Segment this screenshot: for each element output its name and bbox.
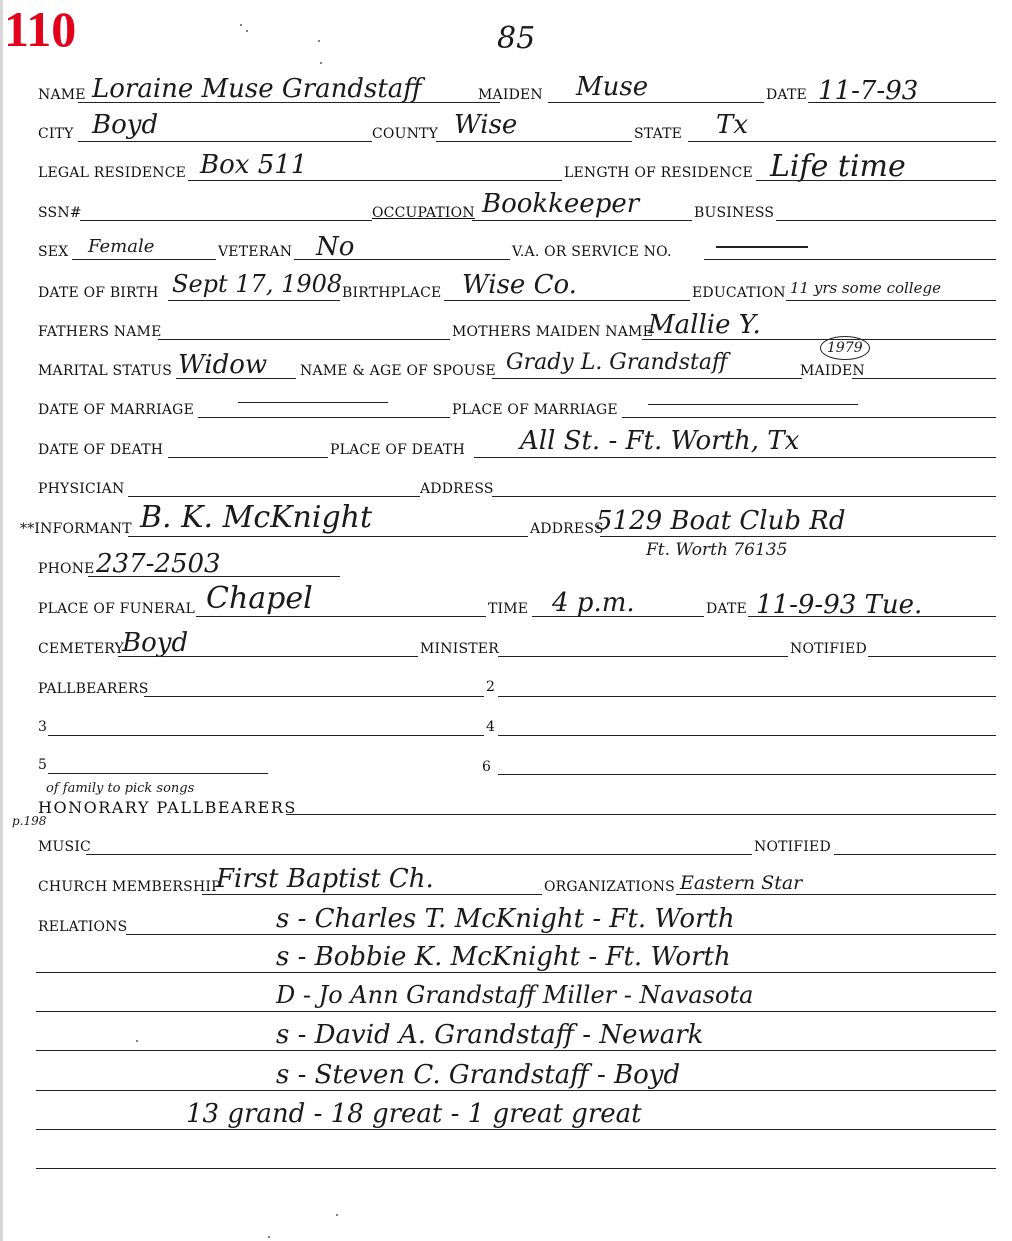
relation-1: s - Charles T. McKnight - Ft. Worth [276, 904, 735, 934]
pallbearer-6-label: 6 [482, 759, 492, 775]
relation-4: s - David A. Grandstaff - Newark [276, 1020, 704, 1050]
va-service-dash [716, 246, 808, 248]
occupation-line [472, 220, 692, 221]
physician-label: PHYSICIAN [38, 481, 125, 497]
phone-value: 237-2503 [96, 549, 221, 579]
honorary-note-2: p.198 [12, 814, 47, 828]
music-notified-label: NOTIFIED [754, 839, 831, 855]
va-service-line [704, 259, 996, 260]
spouse-year-circled: 1979 [820, 336, 870, 360]
funeral-date-label: DATE [706, 601, 747, 617]
date-label: DATE [766, 87, 807, 103]
place-of-death-line [474, 457, 996, 458]
maiden-value: Muse [576, 72, 649, 102]
relations-line-3 [36, 1011, 996, 1012]
spouse-line [492, 378, 802, 379]
time-value: 4 p.m. [552, 588, 635, 618]
relations-line-1 [126, 934, 996, 935]
date-of-marriage-label: DATE OF MARRIAGE [38, 402, 194, 418]
place-of-funeral-line [196, 616, 486, 617]
maiden2-line [852, 378, 996, 379]
minister-label: MINISTER [420, 641, 499, 657]
relation-2: s - Bobbie K. McKnight - Ft. Worth [276, 942, 731, 972]
state-value: Tx [716, 110, 749, 140]
state-label: STATE [634, 126, 683, 142]
name-value: Loraine Muse Grandstaff [92, 74, 422, 104]
informant-line [128, 536, 528, 537]
speck [320, 62, 322, 64]
veteran-value: No [316, 232, 355, 262]
cemetery-value: Boyd [122, 628, 189, 658]
fathers-name-line [158, 339, 450, 340]
cemetery-label: CEMETERY [38, 641, 124, 657]
relations-line-6 [36, 1129, 996, 1130]
date-of-marriage-dash [238, 402, 388, 403]
ssn-label: SSN# [38, 205, 82, 221]
length-of-residence-value: Life time [770, 149, 906, 184]
relations-label: RELATIONS [38, 919, 128, 935]
birthplace-value: Wise Co. [462, 270, 577, 300]
place-of-death-value: All St. - Ft. Worth, Tx [520, 426, 800, 456]
informant-address-label: ADDRESS [530, 521, 604, 537]
va-service-label: V.A. OR SERVICE NO. [512, 244, 672, 260]
place-of-death-label: PLACE OF DEATH [330, 442, 465, 458]
pallbearer-2-label: 2 [486, 679, 496, 695]
notified-label: NOTIFIED [790, 641, 867, 657]
county-line [436, 141, 632, 142]
relation-6: 13 grand - 18 great - 1 great great [186, 1099, 642, 1129]
mothers-maiden-label: MOTHERS MAIDEN NAME [452, 324, 653, 340]
sex-line [72, 259, 216, 260]
maiden-line [548, 102, 764, 103]
pallbearer-6-line [498, 774, 996, 775]
county-value: Wise [454, 110, 518, 140]
church-membership-label: CHURCH MEMBERSHIP [38, 879, 221, 895]
informant-address-value: 5129 Boat Club Rd [596, 506, 846, 536]
informant-label: **INFORMANT [20, 521, 132, 537]
pallbearer-5-label: 5 [38, 757, 48, 773]
business-line [776, 220, 996, 221]
sex-value: Female [88, 236, 155, 257]
pallbearer-2-line [498, 696, 996, 697]
honorary-pallbearers-line [286, 814, 996, 815]
date-of-marriage-line [198, 417, 450, 418]
honorary-pallbearers-label: HONORARY PALLBEARERS [38, 798, 297, 817]
physician-address-label: ADDRESS [420, 481, 494, 497]
place-of-marriage-line [622, 417, 996, 418]
marital-status-label: MARITAL STATUS [38, 363, 172, 379]
top-mark: 85 [497, 21, 536, 56]
ssn-line [80, 220, 372, 221]
pallbearers-label: PALLBEARERS [38, 681, 149, 697]
pallbearer-5-line [48, 773, 268, 774]
speck [268, 1236, 270, 1238]
pallbearer-4-line [498, 735, 996, 736]
relations-line-7 [36, 1168, 996, 1169]
occupation-value: Bookkeeper [482, 189, 640, 219]
education-value: 11 yrs some college [790, 279, 941, 297]
legal-residence-line [188, 180, 562, 181]
speck [318, 40, 320, 42]
business-label: BUSINESS [694, 205, 775, 221]
notified-line [868, 656, 996, 657]
relations-line-2 [36, 972, 996, 973]
fathers-name-label: FATHERS NAME [38, 324, 162, 340]
place-of-funeral-value: Chapel [206, 581, 313, 616]
speck [136, 1040, 138, 1042]
music-label: MUSIC [38, 839, 91, 855]
maiden-label: MAIDEN [478, 87, 543, 103]
county-label: COUNTY [372, 126, 439, 142]
church-membership-line [202, 894, 542, 895]
page-edge [0, 0, 3, 1241]
name-label: NAME [38, 87, 86, 103]
place-of-marriage-dash [648, 404, 858, 405]
birthplace-label: BIRTHPLACE [342, 285, 442, 301]
date-of-birth-value: Sept 17, 1908 [172, 270, 343, 298]
sex-label: SEX [38, 244, 69, 260]
occupation-label: OCCUPATION [372, 205, 475, 221]
state-line [688, 141, 996, 142]
city-line [78, 141, 372, 142]
music-notified-line [834, 854, 996, 855]
organizations-line [676, 894, 996, 895]
physician-address-line [492, 496, 996, 497]
date-of-birth-line [168, 300, 340, 301]
pallbearer-3-label: 3 [38, 719, 48, 735]
relations-line-5 [36, 1090, 996, 1091]
funeral-date-value: 11-9-93 Tue. [756, 590, 923, 620]
page-number: 110 [4, 1, 77, 57]
organizations-label: ORGANIZATIONS [544, 879, 675, 895]
organizations-value: Eastern Star [680, 872, 803, 894]
phone-label: PHONE [38, 561, 95, 577]
place-of-marriage-label: PLACE OF MARRIAGE [452, 402, 618, 418]
relation-5: s - Steven C. Grandstaff - Boyd [276, 1060, 681, 1090]
date-of-birth-label: DATE OF BIRTH [38, 285, 159, 301]
relations-line-4 [36, 1050, 996, 1051]
education-label: EDUCATION [692, 285, 786, 301]
city-value: Boyd [92, 110, 159, 140]
veteran-label: VETERAN [218, 244, 293, 260]
physician-line [128, 496, 420, 497]
legal-residence-label: LEGAL RESIDENCE [38, 165, 187, 181]
pallbearer-4-label: 4 [486, 719, 496, 735]
church-membership-value: First Baptist Ch. [216, 864, 434, 894]
maiden2-label: MAIDEN [800, 363, 865, 379]
length-of-residence-label: LENGTH OF RESIDENCE [564, 165, 753, 181]
marital-status-value: Widow [178, 350, 268, 380]
minister-line [498, 656, 788, 657]
music-line [86, 854, 752, 855]
spouse-label: NAME & AGE OF SPOUSE [300, 363, 496, 379]
spouse-value: Grady L. Grandstaff [506, 350, 728, 375]
speck [246, 30, 248, 32]
speck [240, 24, 242, 26]
date-of-death-line [168, 457, 328, 458]
time-label: TIME [488, 601, 529, 617]
relation-3: D - Jo Ann Grandstaff Miller - Navasota [276, 981, 754, 1009]
mothers-maiden-value: Mallie Y. [648, 310, 761, 340]
informant-address-value-2: Ft. Worth 76135 [646, 540, 788, 560]
date-of-death-label: DATE OF DEATH [38, 442, 164, 458]
city-label: CITY [38, 126, 74, 142]
informant-address-line [600, 536, 996, 537]
birthplace-line [444, 300, 690, 301]
pallbearer-3-line [48, 735, 484, 736]
pallbearer-1-line [144, 696, 484, 697]
informant-value: B. K. McKnight [140, 500, 373, 535]
date-value: 11-7-93 [818, 76, 919, 106]
speck [336, 1214, 338, 1216]
place-of-funeral-label: PLACE OF FUNERAL [38, 601, 195, 617]
education-line [786, 300, 996, 301]
legal-residence-value: Box 511 [200, 150, 308, 180]
honorary-note: of family to pick songs [46, 781, 195, 796]
